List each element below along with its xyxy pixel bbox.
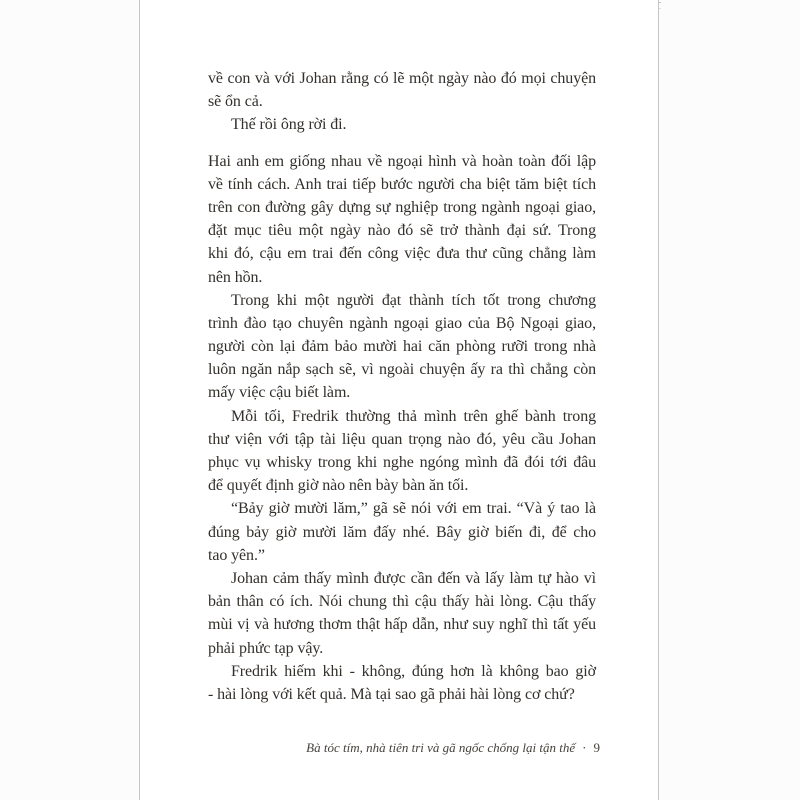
text-line: “Bảy giờ mười lăm,” gã sẽ nói với em trai. “Và ý tao là <box>231 500 596 518</box>
body-text-block <box>208 67 596 706</box>
paragraph <box>208 150 596 289</box>
footer-separator: · <box>582 740 587 755</box>
text-line: mùi vị và hương thơm thật hấp dẫn, như suy nghĩ thì tất yếu <box>208 616 596 634</box>
text-line: Mỗi tối, Fredrik thường thả mình trên ghế bành trong <box>231 407 596 425</box>
paragraph <box>208 567 596 660</box>
text-line: đúng bảy giờ mười lăm đấy nhé. Bây giờ biến đi, để cho <box>208 523 596 541</box>
paragraph <box>208 660 596 706</box>
text-line: để quyết định giờ nào nên bày bàn ăn tối. <box>208 477 469 495</box>
page-footer <box>200 740 600 756</box>
paragraph <box>208 67 596 113</box>
book-page <box>139 0 659 800</box>
text-line: luôn ngăn nắp sạch sẽ, vì ngoài chuyện ấy ra thì chẳng còn <box>208 361 596 379</box>
text-line: Trong khi một người đạt thành tích tốt trong chương <box>231 291 596 309</box>
footer-page-number: 9 <box>593 740 600 755</box>
text-line: sẽ ổn cả. <box>208 93 263 111</box>
text-line: trên con đường gây dựng sự nghiệp trong ngành ngoại giao, <box>208 198 596 216</box>
text-line: thư viện với tập tài liệu quan trọng nào đó, yêu cầu Johan <box>208 430 596 448</box>
text-line: tao yên.” <box>208 546 265 564</box>
text-line: Fredrik hiếm khi - không, đúng hơn là không bao giờ <box>231 662 596 680</box>
text-line: - hài lòng với kết quả. Mà tại sao gã phải hài lòng cơ chứ? <box>208 685 575 703</box>
text-line: khi đó, cậu em trai đến công việc đưa thư cũng chẳng làm <box>208 245 596 263</box>
text-line: về con và với Johan rằng có lẽ một ngày nào đó mọi chuyện <box>208 70 596 87</box>
text-line: trình đào tạo chuyên ngành ngoại giao của Bộ Ngoại giao, <box>208 314 596 332</box>
text-line: phải phức tạp vậy. <box>208 639 324 657</box>
text-line: bản thân có ích. Nói chung thì cậu thấy hài lòng. Cậu thấy <box>208 593 596 611</box>
paragraph <box>208 113 596 136</box>
text-line: người còn lại đảm bảo mười hai căn phòng rưỡi trong nhà <box>208 338 596 356</box>
text-line: phục vụ whisky trong khi nghe ngóng mình đã đói tới đâu <box>208 454 596 471</box>
text-line: Thế rồi ông rời đi. <box>231 116 347 134</box>
text-line: Hai anh em giống nhau về ngoại hình và hoàn toàn đối lập <box>208 152 596 170</box>
paragraph <box>208 289 596 405</box>
paragraph <box>208 497 596 567</box>
text-line: mấy việc cậu biết làm. <box>208 384 351 402</box>
text-line: Johan cảm thấy mình được cần đến và lấy làm tự hào vì <box>231 569 596 587</box>
text-line: nên hồn. <box>208 268 263 286</box>
text-line: đặt mục tiêu một ngày nào đó sẽ trở thành đại sứ. Trong <box>208 222 596 240</box>
paragraph <box>208 405 596 498</box>
text-line: về tính cách. Anh trai tiếp bước người cha biệt tăm biệt tích <box>208 175 596 193</box>
footer-running-title: Bà tóc tím, nhà tiên tri và gã ngốc chống lại tận thế <box>306 740 576 755</box>
